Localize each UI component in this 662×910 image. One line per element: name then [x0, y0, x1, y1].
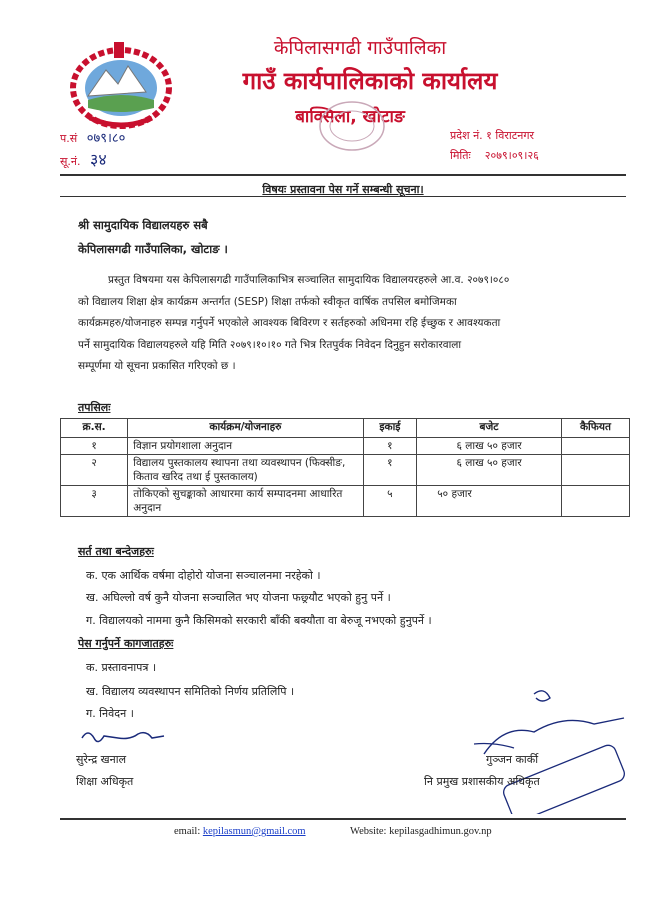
signature-left-icon [78, 724, 168, 754]
details-heading: तपसिलः [78, 401, 111, 414]
cell-sn: २ [61, 455, 128, 486]
website-text: kepilasgadhimun.gov.np [389, 826, 492, 837]
document-item: ग. निवेदन । [86, 707, 134, 720]
cell-budget: ६ लाख ५० हजार [417, 455, 562, 486]
signatory-left-name: सुरेन्द्र खनाल [76, 753, 127, 766]
addressee-line-1: श्री सामुदायिक विद्यालयहरु सबै [78, 218, 208, 232]
signatory-right-name: गुञ्जन कार्की [486, 753, 539, 766]
footer-website: Website: kepilasgadhimun.gov.np [350, 826, 492, 837]
cell-remarks [561, 438, 629, 455]
col-program-header: कार्यक्रम/योजनाहरु [128, 419, 363, 438]
office-name: गाउँ कार्यपालिकाको कार्यालय [242, 67, 498, 95]
document-item: क. प्रस्तावनापत्र । [86, 661, 157, 674]
cell-unit: ५ [363, 486, 417, 517]
table-row [61, 438, 630, 455]
col-remarks-header: कैफियत [561, 419, 629, 438]
cell-sn: १ [61, 438, 128, 455]
table-row [61, 486, 630, 517]
condition-item: ग. विद्यालयको नाममा कुनै किसिमको सरकारी बाँकी बक्यौता वा बेरुजू नभएको हुनुपर्ने । [86, 614, 432, 627]
cell-remarks [561, 455, 629, 486]
subject-divider [60, 196, 626, 197]
cell-unit: १ [363, 438, 417, 455]
official-stamp-icon [464, 684, 634, 814]
col-unit-header: इकाई [363, 419, 417, 438]
header-divider [60, 174, 626, 176]
addressee-line-2: केपिलासगढी गाउँपालिका, खोटाङ । [78, 242, 228, 256]
document-item: ख. विद्यालय व्यवस्थापन समितिको निर्णय प्रतिलिपि । [86, 685, 295, 698]
col-sn-header: क्र.स. [61, 419, 128, 438]
cell-budget: ५० हजार [417, 486, 562, 517]
condition-item: क. एक आर्थिक वर्षमा दोहोरो योजना सञ्चालनमा नरहेको । [86, 569, 321, 582]
office-location: बाक्सिला, खोटाङ [295, 107, 405, 127]
signatory-left-title: शिक्षा अधिकृत [76, 775, 134, 788]
date-line: मितिः २०७९।०९।२६ [450, 149, 539, 162]
signatory-right-title: नि प्रमुख प्रशासकीय अधिकृत [424, 775, 540, 788]
col-budget-header: बजेट [417, 419, 562, 438]
cell-program: तोकिएको सुचङ्काको आधारमा कार्य सम्पादनमा आधारित अनुदान [128, 486, 363, 517]
office-seal-icon [300, 96, 410, 156]
conditions-heading: सर्त तथा बन्देजहरुः [78, 545, 154, 558]
cell-remarks [561, 486, 629, 517]
table-header-row [61, 419, 630, 438]
nepal-emblem-icon [66, 36, 176, 131]
notice-body: प्रस्तुत विषयमा यस केपिलासगढी गाउँपालिकाभित्र सञ्चालित सामुदायिक विद्यालयरहरुले आ.व. २०७९।०८० को विद्यालय शिक्षा क्षेत्र कार्यक्रम अन्तर्गत (SESP) शिक्षा तर्फको स्वीकृत वार्षिक तपसिल बमोजिमका कार्यक्रमहरु/योजनाहरु सम्पन्न गर्नुपर्ने भएकोले आवश्यक बिविरण र सर्तहरुको अधिनमा रहि ईच्छुक र आवश्यकता पर्ने सामुदायिक विद्यालयहरुले यहि मिति २०७९।१०।१० गते भित्र रितपुर्वक निवेदन दिनुहुन सरोकारवाला सम्पूर्णमा यो सूचना प्रकासित गरिएको छ । [78, 274, 510, 372]
footer-divider [60, 818, 626, 820]
org-name: केपिलासगढी गाउँपालिका [273, 37, 447, 59]
subject-line: विषयः प्रस्तावना पेस गर्ने सम्बन्धी सूचना। [262, 183, 424, 196]
program-table [60, 418, 630, 517]
documents-heading: पेस गर्नुपर्ने कागजातहरुः [78, 637, 174, 650]
cell-program: विद्यालय पुस्तकालय स्थापना तथा व्यवस्थापन (फिक्सीङ, किताव खरिद तथा ई पुस्तकालय) [128, 455, 363, 486]
cell-program: विज्ञान प्रयोगशाला अनुदान [128, 438, 363, 455]
dispatch-number: सू.नं. ३४ [60, 150, 107, 169]
footer-email: email: kepilasmun@gmail.com [174, 826, 306, 837]
condition-item: ख. अघिल्लो वर्ष कुनै योजना सञ्चालित भए योजना फछ्र्यौट भएको हुनु पर्ने । [86, 591, 391, 604]
reference-number: प.सं ०७९।८० [60, 131, 126, 146]
email-link[interactable]: kepilasmun@gmail.com [202, 826, 306, 837]
cell-unit: १ [363, 455, 417, 486]
table-row [61, 455, 630, 486]
cell-budget: ६ लाख ५० हजार [417, 438, 562, 455]
province-line: प्रदेश नं. १ विराटनगर [450, 129, 535, 142]
cell-sn: ३ [61, 486, 128, 517]
